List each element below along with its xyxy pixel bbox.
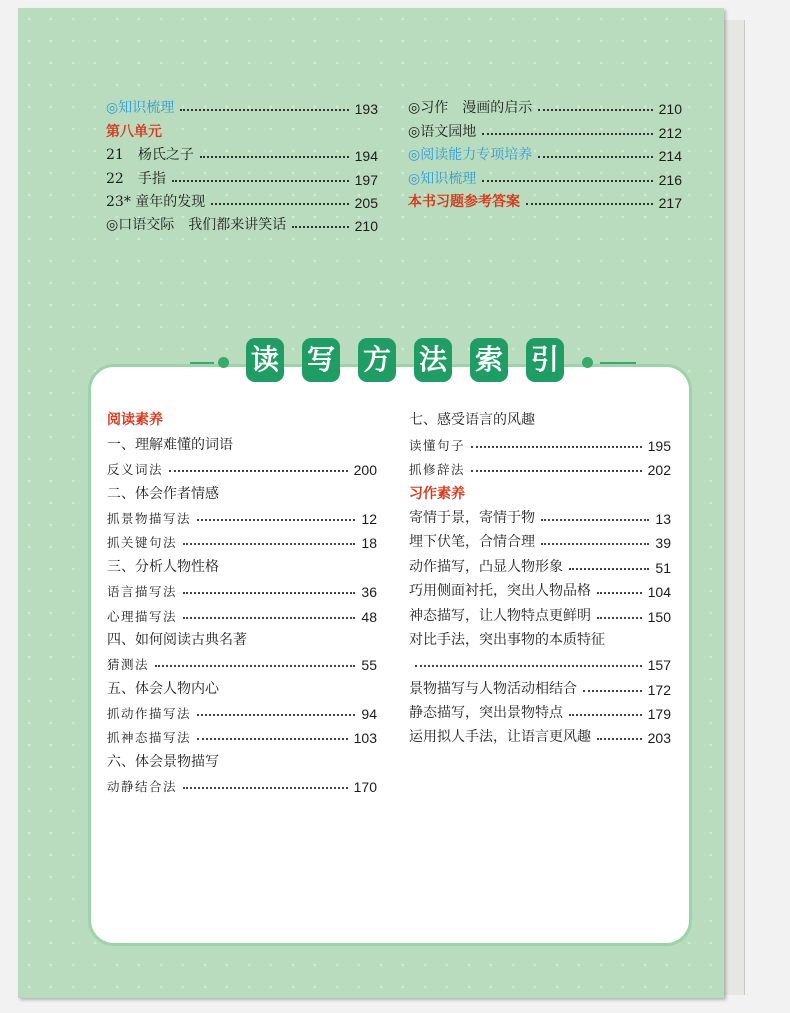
- toc-row: [106, 211, 378, 234]
- index-row: [409, 503, 671, 527]
- dot-leader: [569, 714, 642, 716]
- index-row: [409, 576, 671, 600]
- dot-leader: [538, 156, 652, 158]
- dot-leader: [200, 156, 349, 158]
- index-banner: [190, 338, 636, 388]
- book-page: [18, 8, 724, 998]
- toc-row: [106, 117, 378, 140]
- toc-right-column: [408, 94, 682, 211]
- index-row: [409, 673, 671, 697]
- toc-row: [106, 188, 378, 211]
- index-text: 反义词法: [107, 462, 164, 478]
- toc-row: [106, 94, 378, 117]
- index-page-number: 179: [647, 706, 671, 723]
- toc-page-number: 194: [354, 148, 378, 165]
- toc-page-number: 212: [658, 124, 682, 141]
- banner-line-left: [190, 362, 214, 364]
- toc-page-number: 210: [658, 101, 682, 118]
- index-text: 六、体会景物描写: [107, 753, 219, 770]
- toc-title: 22 手指: [106, 170, 166, 187]
- toc-row: [408, 188, 682, 211]
- toc-title: ◎口语交际 我们都来讲笑话: [106, 217, 287, 234]
- index-text: 抓关键句法: [107, 535, 178, 551]
- index-row: [107, 478, 377, 502]
- dot-leader: [541, 519, 649, 521]
- dot-leader: [471, 446, 642, 448]
- index-row: [409, 649, 671, 673]
- toc-title: 本书习题参考答案: [408, 193, 520, 210]
- toc-row: [106, 164, 378, 187]
- index-page-number: 12: [361, 510, 377, 527]
- index-text: 对比手法，突出事物的本质特征: [409, 631, 605, 648]
- index-row: [409, 722, 671, 746]
- index-row: [107, 746, 377, 770]
- index-text: 巧用侧面衬托，突出人物品格: [409, 583, 591, 600]
- dot-leader: [292, 226, 348, 228]
- banner-line-right: [600, 362, 636, 364]
- dot-leader: [482, 133, 652, 135]
- dot-leader: [183, 592, 355, 594]
- banner-char: 索: [470, 338, 508, 382]
- index-text: 抓神态描写法: [107, 730, 192, 746]
- index-text: 景物描写与人物活动相结合: [409, 680, 577, 697]
- reading-writing-index-box: [88, 364, 692, 946]
- index-text: 一、理解难懂的词语: [107, 436, 233, 453]
- index-row: [107, 722, 377, 746]
- toc-row: [408, 117, 682, 140]
- index-row: [409, 600, 671, 624]
- index-page-number: 94: [361, 706, 377, 723]
- index-text: 抓修辞法: [409, 462, 466, 478]
- index-page-number: 51: [655, 559, 671, 576]
- dot-leader: [482, 180, 652, 182]
- index-text: 埋下伏笔，合情合理: [409, 534, 535, 551]
- dot-leader: [597, 738, 642, 740]
- dot-leader: [197, 738, 348, 740]
- index-row: [409, 551, 671, 575]
- toc-page-number: 205: [354, 194, 378, 211]
- index-row: [409, 405, 671, 429]
- index-text: 动作描写，凸显人物形象: [409, 558, 563, 575]
- dot-leader: [569, 568, 649, 570]
- index-section-heading: [409, 478, 671, 502]
- toc-row: [408, 141, 682, 164]
- index-page-number: 48: [361, 608, 377, 625]
- toc-title: 第八单元: [106, 123, 162, 140]
- dot-leader: [183, 787, 348, 789]
- toc-title: ◎语文园地: [408, 123, 477, 140]
- toc-page-number: 193: [354, 101, 378, 118]
- index-text: 猜测法: [107, 657, 150, 673]
- index-section-heading: [107, 405, 377, 429]
- index-row: [409, 454, 671, 478]
- dot-leader: [597, 592, 642, 594]
- toc-row: [106, 141, 378, 164]
- index-text: 动静结合法: [107, 779, 178, 795]
- index-text: 心理描写法: [107, 608, 178, 624]
- toc-title: 21 杨氏之子: [106, 147, 194, 164]
- toc-title: 23* 童年的发现: [106, 193, 206, 210]
- dot-leader: [541, 543, 649, 545]
- index-row: [409, 698, 671, 722]
- index-row: [107, 600, 377, 624]
- toc-left-column: [106, 94, 378, 234]
- index-text: 神态描写，让人物特点更鲜明: [409, 607, 591, 624]
- index-text: 五、体会人物内心: [107, 680, 219, 697]
- dot-leader: [211, 203, 348, 205]
- dot-leader: [172, 180, 349, 182]
- banner-char: 写: [302, 338, 340, 382]
- dot-leader: [197, 714, 355, 716]
- index-text: 运用拟人手法，让语言更风趣: [409, 729, 591, 746]
- index-text: 七、感受语言的风趣: [409, 412, 535, 429]
- banner-dot: [582, 357, 593, 368]
- index-text: 阅读素养: [107, 412, 163, 429]
- index-row: [107, 551, 377, 575]
- index-page-number: 170: [353, 779, 377, 796]
- toc-page-number: 217: [658, 194, 682, 211]
- index-left-column: [107, 405, 377, 795]
- index-row: [107, 673, 377, 697]
- toc-page-number: 216: [658, 171, 682, 188]
- dot-leader: [597, 617, 642, 619]
- index-page-number: 55: [361, 657, 377, 674]
- toc-title: ◎阅读能力专项培养: [408, 147, 533, 164]
- toc-title: ◎知识梳理: [408, 170, 477, 187]
- index-row: [107, 625, 377, 649]
- dot-leader: [526, 203, 653, 205]
- index-text: 寄情于景，寄情于物: [409, 509, 535, 526]
- index-text: 四、如何阅读古典名著: [107, 631, 247, 648]
- dot-leader: [197, 519, 355, 521]
- index-row: [409, 625, 671, 649]
- index-row: [107, 576, 377, 600]
- dot-leader: [180, 109, 348, 111]
- index-text: 二、体会作者情感: [107, 485, 219, 502]
- index-page-number: 202: [647, 462, 671, 479]
- index-page-number: 195: [647, 437, 671, 454]
- dot-leader: [155, 665, 355, 667]
- index-row: [107, 429, 377, 453]
- index-row: [409, 527, 671, 551]
- index-text: 语言描写法: [107, 584, 178, 600]
- dot-leader: [471, 470, 642, 472]
- banner-dot: [218, 357, 229, 368]
- banner-char: 法: [414, 338, 452, 382]
- index-row: [107, 649, 377, 673]
- toc-page-number: 214: [658, 148, 682, 165]
- index-text: 习作素养: [409, 485, 465, 502]
- index-page-number: 103: [353, 730, 377, 747]
- banner-char: 方: [358, 338, 396, 382]
- toc-row: [408, 164, 682, 187]
- index-text: 静态描写，突出景物特点: [409, 705, 563, 722]
- dot-leader: [183, 617, 355, 619]
- index-page-number: 39: [655, 535, 671, 552]
- index-page-number: 18: [361, 535, 377, 552]
- dot-leader: [538, 109, 652, 111]
- index-row: [107, 527, 377, 551]
- index-page-number: 150: [647, 608, 671, 625]
- toc-title: ◎习作 漫画的启示: [408, 100, 533, 117]
- index-page-number: 172: [647, 681, 671, 698]
- index-page-number: 36: [361, 584, 377, 601]
- banner-char: 引: [526, 338, 564, 382]
- index-text: 抓动作描写法: [107, 706, 192, 722]
- index-page-number: 203: [647, 730, 671, 747]
- toc-title: ◎知识梳理: [106, 100, 175, 117]
- index-right-column: [409, 405, 671, 746]
- index-row: [107, 771, 377, 795]
- index-text: 抓景物描写法: [107, 510, 192, 526]
- index-row: [107, 698, 377, 722]
- toc-page-number: 210: [354, 218, 378, 235]
- index-row: [107, 454, 377, 478]
- dot-leader: [169, 470, 348, 472]
- dot-leader: [183, 543, 355, 545]
- index-text: 三、分析人物性格: [107, 558, 219, 575]
- toc-row: [408, 94, 682, 117]
- index-row: [409, 429, 671, 453]
- toc-page-number: 197: [354, 171, 378, 188]
- index-page-number: 157: [647, 657, 671, 674]
- index-page-number: 13: [655, 510, 671, 527]
- index-page-number: 104: [647, 584, 671, 601]
- index-page-number: 200: [353, 462, 377, 479]
- index-text: 读懂句子: [409, 437, 466, 453]
- banner-char: 读: [246, 338, 284, 382]
- dot-leader: [583, 690, 642, 692]
- dot-leader: [415, 665, 642, 667]
- index-row: [107, 503, 377, 527]
